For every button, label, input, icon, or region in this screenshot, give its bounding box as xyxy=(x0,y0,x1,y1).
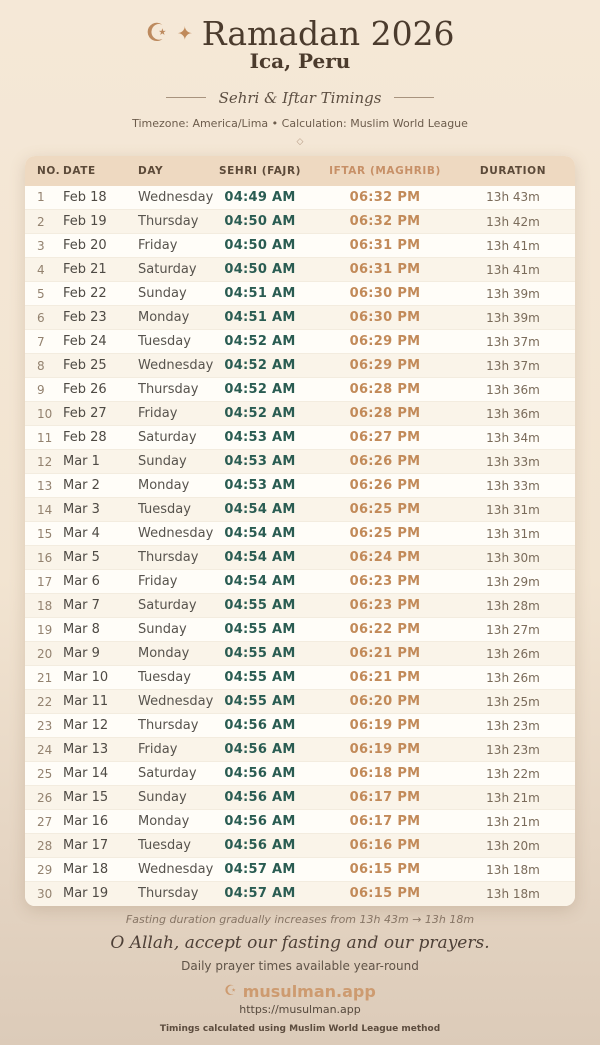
cell-duration: 13h 23m xyxy=(465,714,575,738)
cell-date: Mar 18 xyxy=(61,858,135,882)
cell-date: Feb 25 xyxy=(61,354,135,378)
cell-duration: 13h 37m xyxy=(465,330,575,354)
cell-duration: 13h 41m xyxy=(465,234,575,258)
cell-duration: 13h 23m xyxy=(465,738,575,762)
cell-day: Friday xyxy=(135,234,215,258)
cell-no: 11 xyxy=(25,426,61,450)
cell-date: Feb 22 xyxy=(61,282,135,306)
cell-sehri: 04:56 AM xyxy=(215,810,305,834)
cell-duration: 13h 21m xyxy=(465,810,575,834)
cell-duration: 13h 26m xyxy=(465,642,575,666)
table-row xyxy=(25,210,575,234)
table-row xyxy=(25,834,575,858)
cell-iftar: 06:32 PM xyxy=(349,189,421,205)
timings-table-body xyxy=(25,186,575,906)
cell-date: Mar 8 xyxy=(61,618,135,642)
table-row xyxy=(25,618,575,642)
subtitle-row xyxy=(0,89,600,107)
cell-no: 10 xyxy=(25,402,61,426)
cell-iftar: 06:19 PM xyxy=(305,738,465,762)
cell-no: 7 xyxy=(25,330,61,354)
cell-date: Mar 14 xyxy=(61,762,135,786)
cell-no: 12 xyxy=(25,450,61,474)
cell-no: 1 xyxy=(37,190,45,205)
cell-date: Mar 6 xyxy=(61,570,135,594)
cell-duration: 13h 41m xyxy=(465,258,575,282)
table-row xyxy=(25,546,575,570)
cell-date: Mar 9 xyxy=(61,642,135,666)
cell-sehri: 04:50 AM xyxy=(215,258,305,282)
cell-duration: 13h 27m xyxy=(465,618,575,642)
cell-duration: 13h 28m xyxy=(465,594,575,618)
cell-sehri: 04:56 AM xyxy=(215,714,305,738)
cell-no: 29 xyxy=(25,858,61,882)
diamond-ornament-icon: ◇ xyxy=(296,136,304,147)
cell-day: Thursday xyxy=(135,882,215,906)
cell-date: Feb 18 xyxy=(63,189,107,205)
table-row xyxy=(25,786,575,810)
table-row xyxy=(25,258,575,282)
location-label: Ica, Peru xyxy=(249,48,351,73)
table-row xyxy=(25,498,575,522)
cell-day: Wednesday xyxy=(138,189,214,205)
table-row xyxy=(25,306,575,330)
cell-date: Feb 19 xyxy=(61,210,135,234)
cell-date: Mar 19 xyxy=(61,882,135,906)
subtitle-label: Sehri & Iftar Timings xyxy=(218,88,382,107)
cell-iftar: 06:31 PM xyxy=(305,258,465,282)
cell-duration: 13h 33m xyxy=(465,474,575,498)
cell-date: Mar 17 xyxy=(61,834,135,858)
cell-iftar: 06:30 PM xyxy=(305,306,465,330)
cell-iftar: 06:32 PM xyxy=(305,210,465,234)
table-row xyxy=(25,330,575,354)
cell-sehri: 04:55 AM xyxy=(215,642,305,666)
table-row xyxy=(25,882,575,906)
cell-sehri: 04:56 AM xyxy=(215,834,305,858)
crescent-moon-icon: ☪ xyxy=(145,17,168,47)
cell-iftar: 06:24 PM xyxy=(305,546,465,570)
cell-day: Monday xyxy=(135,474,215,498)
cell-date: Mar 10 xyxy=(61,666,135,690)
cell-no: 4 xyxy=(25,258,61,282)
cell-day: Thursday xyxy=(135,546,215,570)
cell-day: Tuesday xyxy=(135,330,215,354)
cell-duration: 13h 25m xyxy=(465,690,575,714)
column-header-iftar: IFTAR (MAGHRIB) xyxy=(305,156,465,186)
table-row xyxy=(25,594,575,618)
cell-no: 22 xyxy=(25,690,61,714)
cell-duration: 13h 36m xyxy=(465,378,575,402)
cell-iftar: 06:28 PM xyxy=(305,378,465,402)
cell-no: 25 xyxy=(25,762,61,786)
cell-iftar: 06:15 PM xyxy=(305,858,465,882)
cell-sehri: 04:57 AM xyxy=(215,882,305,906)
cell-no: 17 xyxy=(25,570,61,594)
brand-logo[interactable] xyxy=(0,982,600,1001)
cell-no: 8 xyxy=(25,354,61,378)
cell-duration: 13h 29m xyxy=(465,570,575,594)
table-row xyxy=(25,474,575,498)
cell-day: Saturday xyxy=(135,426,215,450)
cell-no: 15 xyxy=(25,522,61,546)
table-row xyxy=(25,666,575,690)
cell-iftar: 06:28 PM xyxy=(305,402,465,426)
cell-no: 26 xyxy=(25,786,61,810)
cell-date: Feb 23 xyxy=(61,306,135,330)
cell-day: Wednesday xyxy=(135,858,215,882)
cell-sehri: 04:55 AM xyxy=(215,690,305,714)
divider-line-right xyxy=(394,97,434,98)
cell-date: Feb 26 xyxy=(61,378,135,402)
cell-no: 14 xyxy=(25,498,61,522)
cell-day: Tuesday xyxy=(135,834,215,858)
cell-sehri: 04:52 AM xyxy=(215,378,305,402)
cell-duration: 13h 20m xyxy=(465,834,575,858)
cell-day: Thursday xyxy=(135,210,215,234)
brand-name: musulman.app xyxy=(242,981,376,1001)
table-row xyxy=(25,282,575,306)
cell-sehri: 04:50 AM xyxy=(215,210,305,234)
cell-duration: 13h 42m xyxy=(465,210,575,234)
timings-table xyxy=(25,156,575,906)
cell-duration: 13h 36m xyxy=(465,402,575,426)
cell-date: Feb 20 xyxy=(61,234,135,258)
cell-sehri: 04:55 AM xyxy=(215,594,305,618)
table-row xyxy=(25,522,575,546)
calculation-method-note: Timings calculated using Muslim World League method xyxy=(159,1023,441,1034)
cell-sehri: 04:52 AM xyxy=(215,354,305,378)
cell-date: Mar 13 xyxy=(61,738,135,762)
table-row xyxy=(25,450,575,474)
cell-no: 21 xyxy=(25,666,61,690)
fasting-duration-note: Fasting duration gradually increases from 13h 43m → 13h 18m xyxy=(125,912,475,926)
column-header-date: DATE xyxy=(61,156,135,186)
table-row xyxy=(25,354,575,378)
cell-day: Tuesday xyxy=(135,498,215,522)
divider-line-left xyxy=(166,97,206,98)
cell-date: Feb 27 xyxy=(61,402,135,426)
brand-url-link[interactable]: https://musulman.app xyxy=(239,1002,361,1016)
cell-sehri: 04:52 AM xyxy=(215,330,305,354)
cell-iftar: 06:27 PM xyxy=(305,426,465,450)
cell-duration: 13h 37m xyxy=(465,354,575,378)
cell-sehri: 04:54 AM xyxy=(215,546,305,570)
table-row xyxy=(25,378,575,402)
cell-date: Mar 12 xyxy=(61,714,135,738)
cell-no: 20 xyxy=(25,642,61,666)
cell-day: Friday xyxy=(135,738,215,762)
cell-iftar: 06:16 PM xyxy=(305,834,465,858)
cell-day: Saturday xyxy=(135,594,215,618)
cell-no: 6 xyxy=(25,306,61,330)
cell-sehri: 04:55 AM xyxy=(215,666,305,690)
cell-day: Monday xyxy=(135,810,215,834)
cell-iftar: 06:29 PM xyxy=(305,354,465,378)
table-row xyxy=(25,762,575,786)
table-row xyxy=(25,570,575,594)
cell-date: Mar 1 xyxy=(61,450,135,474)
cell-duration: 13h 31m xyxy=(465,522,575,546)
cell-day: Wednesday xyxy=(135,690,215,714)
cell-iftar: 06:19 PM xyxy=(305,714,465,738)
cell-date: Mar 7 xyxy=(61,594,135,618)
cell-iftar: 06:20 PM xyxy=(305,690,465,714)
cell-no: 13 xyxy=(25,474,61,498)
sparkle-star-icon: ✦ xyxy=(176,22,193,45)
cell-iftar: 06:18 PM xyxy=(305,762,465,786)
cell-sehri: 04:56 AM xyxy=(215,738,305,762)
cell-day: Monday xyxy=(135,642,215,666)
cell-iftar: 06:15 PM xyxy=(305,882,465,906)
cell-date: Mar 11 xyxy=(61,690,135,714)
cell-no: 2 xyxy=(25,210,61,234)
cell-sehri: 04:50 AM xyxy=(215,234,305,258)
table-row xyxy=(25,186,575,210)
cell-iftar: 06:25 PM xyxy=(305,498,465,522)
cell-duration: 13h 33m xyxy=(465,450,575,474)
cell-iftar: 06:22 PM xyxy=(305,618,465,642)
cell-day: Thursday xyxy=(135,714,215,738)
cell-sehri: 04:51 AM xyxy=(215,282,305,306)
cell-day: Saturday xyxy=(135,762,215,786)
timings-table-card xyxy=(25,156,575,906)
cell-no: 23 xyxy=(25,714,61,738)
cell-iftar: 06:21 PM xyxy=(305,666,465,690)
brand-crescent-icon: ☪ xyxy=(224,983,237,1000)
cell-sehri: 04:53 AM xyxy=(215,450,305,474)
column-header-day: DAY xyxy=(135,156,215,186)
cell-day: Wednesday xyxy=(135,522,215,546)
cell-no: 5 xyxy=(25,282,61,306)
cell-sehri: 04:55 AM xyxy=(215,618,305,642)
cell-date: Feb 28 xyxy=(61,426,135,450)
cell-day: Wednesday xyxy=(135,354,215,378)
cell-sehri: 04:54 AM xyxy=(215,498,305,522)
cell-day: Monday xyxy=(135,306,215,330)
table-row xyxy=(25,714,575,738)
cell-iftar: 06:17 PM xyxy=(305,786,465,810)
cell-sehri: 04:54 AM xyxy=(215,522,305,546)
page-title: Ramadan 2026 xyxy=(201,14,455,53)
cell-duration: 13h 34m xyxy=(465,426,575,450)
cell-duration: 13h 18m xyxy=(465,858,575,882)
cell-sehri: 04:52 AM xyxy=(215,402,305,426)
cell-no: 18 xyxy=(25,594,61,618)
cell-sehri: 04:51 AM xyxy=(215,306,305,330)
cell-day: Sunday xyxy=(135,282,215,306)
table-row xyxy=(25,690,575,714)
cell-day: Sunday xyxy=(135,618,215,642)
cell-day: Thursday xyxy=(135,378,215,402)
table-row xyxy=(25,234,575,258)
cell-iftar: 06:25 PM xyxy=(305,522,465,546)
cell-date: Mar 15 xyxy=(61,786,135,810)
cell-iftar: 06:23 PM xyxy=(305,594,465,618)
cell-iftar: 06:26 PM xyxy=(305,450,465,474)
column-header-duration: DURATION xyxy=(465,156,575,186)
cell-date: Mar 4 xyxy=(61,522,135,546)
cell-sehri: 04:53 AM xyxy=(215,474,305,498)
column-header-sehri: SEHRI (FAJR) xyxy=(215,156,305,186)
cell-duration: 13h 43m xyxy=(486,190,540,205)
cell-duration: 13h 21m xyxy=(465,786,575,810)
table-row xyxy=(25,402,575,426)
cell-no: 9 xyxy=(25,378,61,402)
cell-no: 30 xyxy=(25,882,61,906)
table-header-row xyxy=(25,156,575,186)
cell-sehri: 04:56 AM xyxy=(215,786,305,810)
cell-date: Mar 3 xyxy=(61,498,135,522)
page-header xyxy=(0,14,600,53)
cell-iftar: 06:31 PM xyxy=(305,234,465,258)
cell-day: Friday xyxy=(135,570,215,594)
cell-no: 3 xyxy=(25,234,61,258)
cell-no: 16 xyxy=(25,546,61,570)
table-row xyxy=(25,810,575,834)
cell-day: Saturday xyxy=(135,258,215,282)
cell-duration: 13h 39m xyxy=(465,282,575,306)
cell-date: Mar 2 xyxy=(61,474,135,498)
cell-iftar: 06:17 PM xyxy=(305,810,465,834)
cell-sehri: 04:53 AM xyxy=(215,426,305,450)
cell-date: Feb 21 xyxy=(61,258,135,282)
table-row xyxy=(25,426,575,450)
cell-day: Sunday xyxy=(135,450,215,474)
cell-sehri: 04:49 AM xyxy=(224,189,296,205)
table-row xyxy=(25,738,575,762)
timezone-calculation-label: Timezone: America/Lima • Calculation: Muslim World League xyxy=(132,116,468,130)
cell-iftar: 06:29 PM xyxy=(305,330,465,354)
cell-iftar: 06:30 PM xyxy=(305,282,465,306)
cell-duration: 13h 30m xyxy=(465,546,575,570)
cell-no: 24 xyxy=(25,738,61,762)
table-row xyxy=(25,642,575,666)
availability-note: Daily prayer times available year-round xyxy=(181,958,419,973)
cell-day: Friday xyxy=(135,402,215,426)
cell-date: Mar 16 xyxy=(61,810,135,834)
cell-date: Feb 24 xyxy=(61,330,135,354)
cell-duration: 13h 31m xyxy=(465,498,575,522)
cell-day: Tuesday xyxy=(135,666,215,690)
cell-duration: 13h 22m xyxy=(465,762,575,786)
cell-duration: 13h 18m xyxy=(465,882,575,906)
cell-duration: 13h 26m xyxy=(465,666,575,690)
dua-text: O Allah, accept our fasting and our prayers. xyxy=(110,932,490,953)
cell-iftar: 06:23 PM xyxy=(305,570,465,594)
cell-duration: 13h 39m xyxy=(465,306,575,330)
column-header-no: NO. xyxy=(25,156,61,186)
cell-date: Mar 5 xyxy=(61,546,135,570)
cell-sehri: 04:56 AM xyxy=(215,762,305,786)
cell-no: 19 xyxy=(25,618,61,642)
cell-no: 27 xyxy=(25,810,61,834)
cell-day: Sunday xyxy=(135,786,215,810)
cell-no: 28 xyxy=(25,834,61,858)
cell-sehri: 04:54 AM xyxy=(215,570,305,594)
cell-sehri: 04:57 AM xyxy=(215,858,305,882)
table-row xyxy=(25,858,575,882)
cell-iftar: 06:21 PM xyxy=(305,642,465,666)
cell-iftar: 06:26 PM xyxy=(305,474,465,498)
